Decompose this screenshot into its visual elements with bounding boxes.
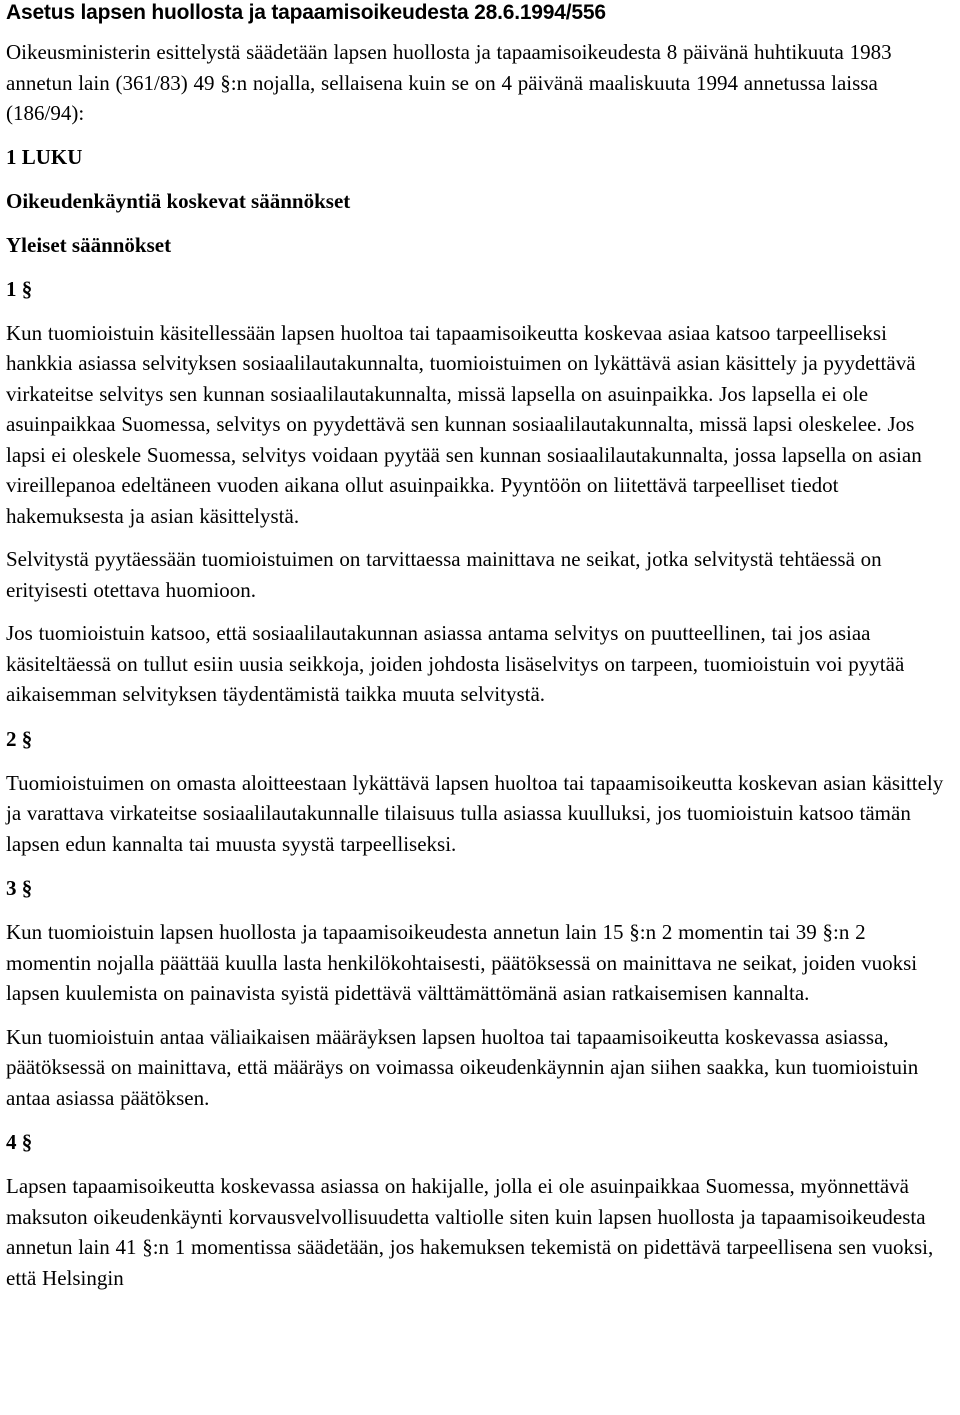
chapter-number: 1 LUKU (6, 144, 83, 169)
section-number: 1 § (6, 276, 33, 301)
section-paragraph: Jos tuomioistuin katsoo, että sosiaalilautakunnan asiassa antama selvitys on puutteellinen, tai jos asiaa käsiteltäessä on tullut esiin uusia seikkoja, joiden johdosta lisäselvitys on tarpeen, tuomioistuin voi pyytää aikaisemman selvityksen täydentämistä taikka muuta selvitystä. (6, 621, 905, 706)
section-paragraph: Tuomioistuimen on omasta aloitteestaan lykättävä lapsen huoltoa tai tapaamisoikeutta koskevan asian käsittely ja varattava virkateitse sosiaalilautakunnalle tilaisuus tulla asiassa kuulluksi, jos tuomioistuin katsoo tämän lapsen edun kannalta tai muusta syystä tarpeelliseksi. (6, 770, 944, 856)
section-number: 2 § (6, 726, 33, 751)
section-number: 4 § (6, 1130, 33, 1154)
section-group-title: Yleiset säännökset (6, 232, 172, 257)
document-title: Asetus lapsen huollosta ja tapaamisoikeudesta 28.6.1994/556 (6, 1, 606, 24)
preamble: Oikeusministerin esittelystä säädetään lapsen huollosta ja tapaamisoikeudesta 8 päivänä huhtikuuta 1983 annetun lain (361/83) 49 §:n nojalla, sellaisena kuin se on 4 päivänä maaliskuuta 1994 annetussa laissa (186/94): (6, 40, 892, 125)
section-paragraph: Selvitystä pyytäessään tuomioistuimen on tarvittaessa mainittava ne seikat, jotka selvitystä tehtäessä on erityisesti otettava huomioon. (6, 547, 882, 602)
section-paragraph: Kun tuomioistuin antaa väliaikaisen määräyksen lapsen huoltoa tai tapaamisoikeutta koskevassa asiassa, päätöksessä on mainittava, että määräys on voimassa oikeudenkäynnin ajan siihen saakka, kun tuomioistuin antaa asiassa päätöksen. (6, 1024, 919, 1110)
section-number: 3 § (6, 876, 33, 900)
document-page (6, 0, 956, 1293)
chapter-title: Oikeudenkäyntiä koskevat säännökset (6, 188, 351, 213)
section-paragraph: Lapsen tapaamisoikeutta koskevassa asiassa on hakijalle, jolla ei ole asuinpaikkaa Suomessa, myönnettävä maksuton oikeudenkäynti korvausvelvollisuudetta valtiolle siten kuin lapsen huollosta ja tapaamisoikeudesta annetun lain 41 §:n 1 momentissa säädetään, jos hakemuksen tekemistä on pidettävä tarpeellisena sen vuoksi, että Helsingin (6, 1174, 934, 1290)
section-paragraph: Kun tuomioistuin lapsen huollosta ja tapaamisoikeudesta annetun lain 15 §:n 2 momentin tai 39 §:n 2 momentin nojalla päättää kuulla lasta henkilökohtaisesti, päätöksessä on mainittava ne seikat, joiden vuoksi lapsen kuulemista on painavista syistä pidettävä välttämättömänä asian ratkaisemisen kannalta. (6, 920, 918, 1005)
section-paragraph: Kun tuomioistuin käsitellessään lapsen huoltoa tai tapaamisoikeutta koskevaa asiaa katsoo tarpeelliseksi hankkia asiassa selvityksen sosiaalilautakunnalta, tuomioistuimen on lykättävä asian käsittely ja pyydettävä virkateitse selvitys sen kunnan sosiaalilautakunnalta, missä lapsella on asuinpaikka. Jos lapsella ei ole asuinpaikkaa Suomessa, selvitys on pyydettävä sen kunnan sosiaalilautakunnalta, missä lapsi oleskelee. Jos lapsi ei oleskele Suomessa, selvitys voidaan pyytää sen kunnan sosiaalilautakunnalta, jossa lapsella on asian vireillepanoa edeltäneen vuoden aikana ollut asuinpaikka. Pyyntöön on liitettävä tarpeelliset tiedot hakemuksesta ja asian käsittelystä. (6, 320, 922, 528)
